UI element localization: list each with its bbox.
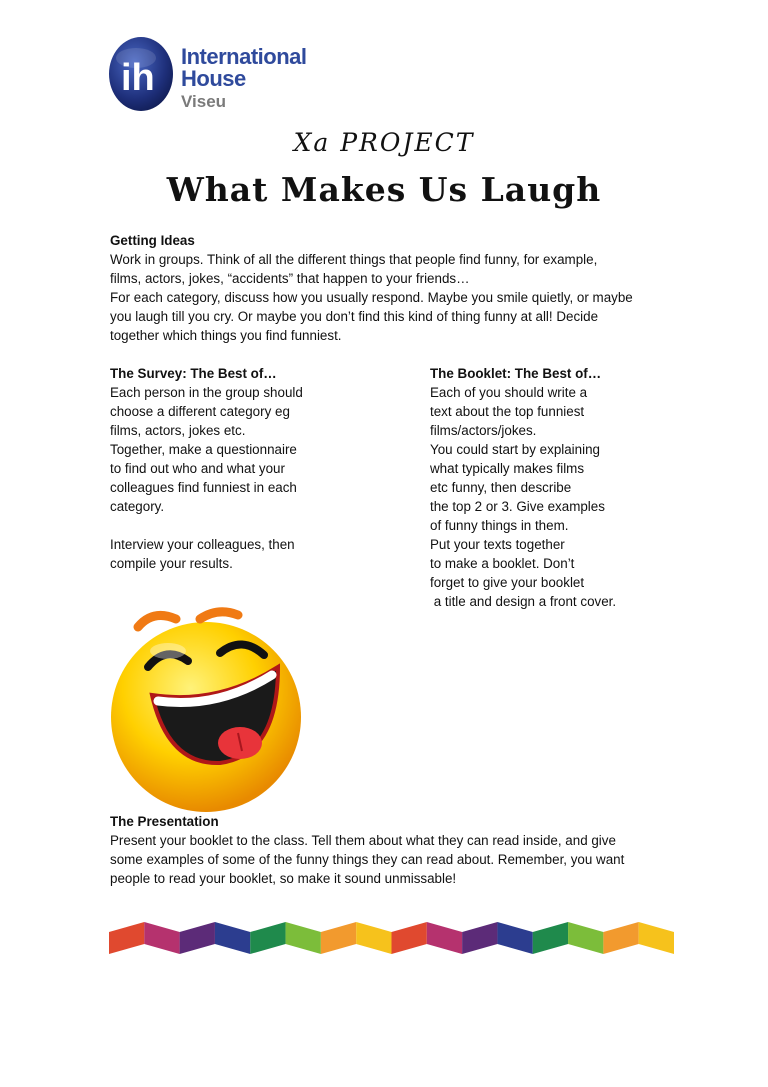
paragraph-line: choose a different category eg: [110, 404, 290, 419]
paragraph-line: together which things you find funniest.: [110, 328, 342, 343]
paragraph-line: Put your texts together: [430, 537, 565, 552]
logo-text-house: House: [181, 66, 246, 91]
paragraph-line: to find out who and what your: [110, 461, 285, 476]
paragraph-line: For each category, discuss how you usually respond. Maybe you smile quietly, or maybe: [110, 290, 633, 305]
paragraph-line: Interview your colleagues, then: [110, 537, 295, 552]
svg-text:ih: ih: [121, 57, 155, 99]
booklet-section: [430, 364, 690, 611]
booklet-heading: The Booklet: The Best of…: [430, 366, 602, 381]
paragraph-line: category.: [110, 499, 165, 514]
zigzag-segment: [286, 922, 321, 954]
getting-ideas-heading: Getting Ideas: [110, 233, 195, 248]
ih-logo-icon: [108, 36, 178, 114]
paragraph-line: some examples of some of the funny things they can read about. Remember, you want: [110, 852, 625, 867]
zigzag-segment: [392, 922, 427, 954]
paragraph-line: You could start by explaining: [430, 442, 600, 457]
paragraph-line: etc funny, then describe: [430, 480, 572, 495]
paragraph-line: a title and design a front cover.: [430, 594, 617, 609]
presentation-heading: The Presentation: [110, 814, 219, 829]
paragraph-line: forget to give your booklet: [430, 575, 585, 590]
zigzag-segment: [427, 922, 462, 954]
logo-text-viseu: Viseu: [181, 92, 227, 111]
zigzag-segment: [568, 922, 603, 954]
paragraph-line: text about the top funniest: [430, 404, 585, 419]
zigzag-segment: [250, 922, 285, 954]
paragraph-line: of funny things in them.: [430, 518, 569, 533]
presentation-section: [110, 812, 670, 888]
getting-ideas-section: [110, 231, 670, 345]
zigzag-segment: [356, 922, 391, 954]
paragraph-line: people to read your booklet, so make it sound unmissable!: [110, 871, 457, 886]
paragraph-line: you laugh till you cry. Or maybe you don’t find this kind of thing funny at all! Decide: [110, 309, 599, 324]
zigzag-segment: [603, 922, 638, 954]
zigzag-border: [109, 922, 674, 962]
survey-heading: The Survey: The Best of…: [110, 366, 277, 381]
paragraph-line: films, actors, jokes, “accidents” that happen to your friends…: [110, 271, 470, 286]
paragraph-line: Together, make a questionnaire: [110, 442, 297, 457]
zigzag-segment: [321, 922, 356, 954]
laughing-smiley-icon: [108, 605, 308, 815]
paragraph-line: the top 2 or 3. Give examples: [430, 499, 605, 514]
paragraph-line: Present your booklet to the class. Tell them about what they can read inside, and give: [110, 833, 616, 848]
zigzag-segment: [109, 922, 144, 954]
paragraph-line: compile your results.: [110, 556, 233, 571]
paragraph-line: films/actors/jokes.: [430, 423, 537, 438]
paragraph-line: Each person in the group should: [110, 385, 303, 400]
zigzag-segment: [639, 922, 674, 954]
paragraph-line: colleagues find funniest in each: [110, 480, 297, 495]
project-title: Xa PROJECT: [293, 128, 475, 157]
international-house-logo: [108, 36, 313, 120]
paragraph-line: Each of you should write a: [430, 385, 588, 400]
page-title: What Makes Us Laugh: [166, 170, 602, 209]
zigzag-segment: [180, 922, 215, 954]
zigzag-segment: [462, 922, 497, 954]
paragraph-line: to make a booklet. Don’t: [430, 556, 575, 571]
paragraph-line: Work in groups. Think of all the different things that people find funny, for example,: [110, 252, 598, 267]
survey-section: [110, 364, 410, 573]
zigzag-segment: [144, 922, 179, 954]
zigzag-segment: [497, 922, 532, 954]
paragraph-line: films, actors, jokes etc.: [110, 423, 246, 438]
zigzag-segment: [533, 922, 568, 954]
logo-text-international: International: [181, 44, 307, 69]
zigzag-segment: [215, 922, 250, 954]
paragraph-line: what typically makes films: [430, 461, 585, 476]
